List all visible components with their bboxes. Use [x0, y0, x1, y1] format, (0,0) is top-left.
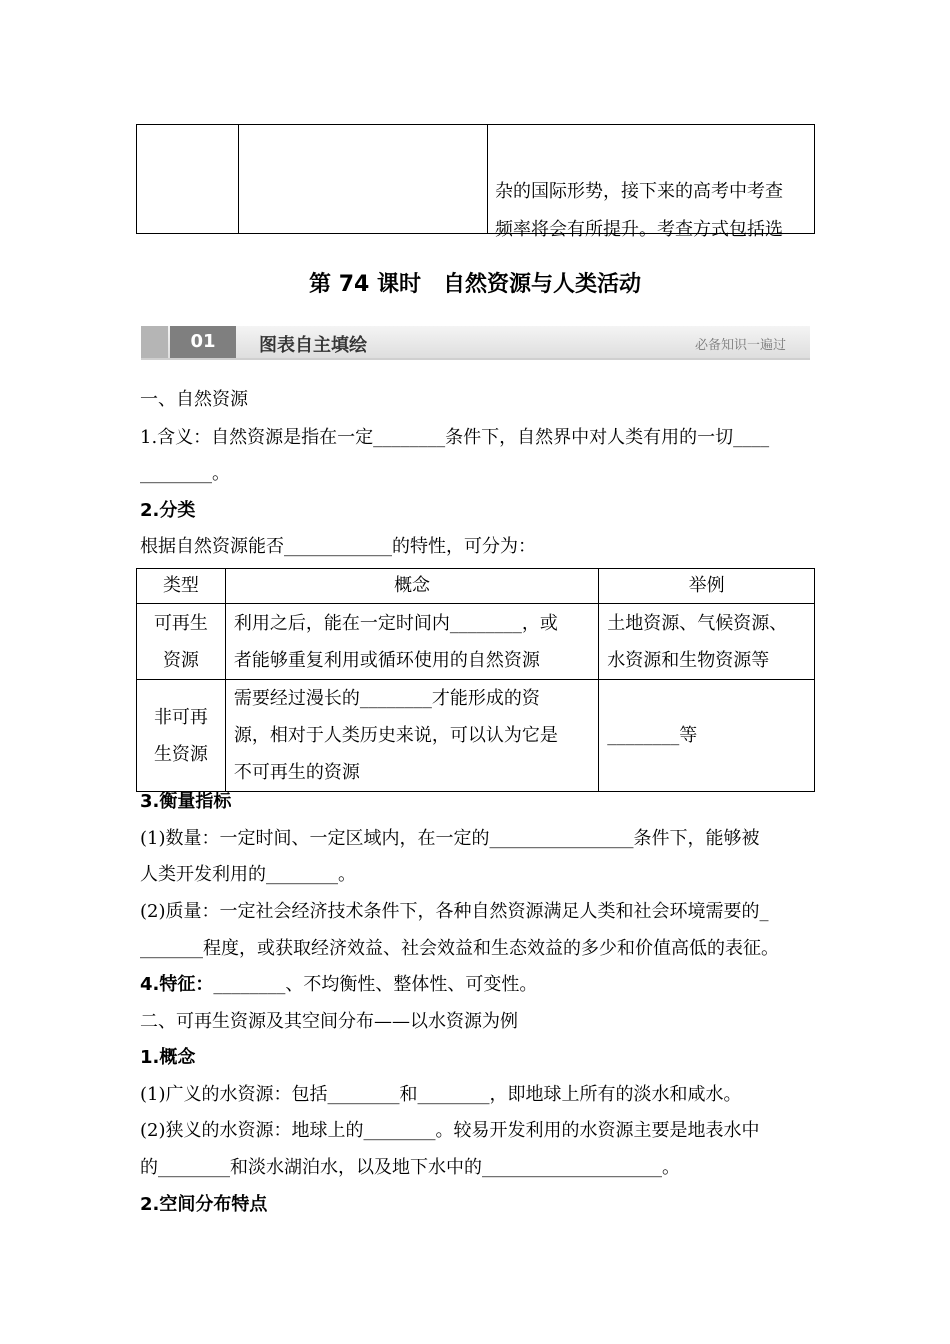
- feature-text: ________、不均衡性、整体性、可变性。: [213, 974, 538, 995]
- subheading: 3.衡量指标: [140, 791, 232, 812]
- concept-cell: 利用之后，能在一定时间内________，或 者能够重复利用或循环使用的自然资源: [225, 604, 598, 680]
- concept-cell: 需要经过漫长的________才能形成的资 源，相对于人类历史来说，可以认为它是 不可再生的资源: [225, 680, 598, 792]
- table-header-row: [137, 569, 815, 604]
- paragraph-line: (1)广义的水资源：包括________和________，即地球上所有的淡水和咸水。: [140, 1084, 742, 1105]
- section-title: 图表自主填绘: [259, 335, 367, 356]
- section-heading: 二、可再生资源及其空间分布——以水资源为例: [140, 1011, 518, 1032]
- subheading: 1.概念: [140, 1047, 196, 1068]
- subheading: 2.分类: [140, 500, 196, 521]
- type-cell: 可再生 资源: [137, 604, 226, 680]
- example-cell: ________等: [599, 680, 815, 792]
- table-header: 举例: [599, 569, 815, 604]
- subheading: 2.空间分布特点: [140, 1194, 268, 1215]
- table-divider: [487, 125, 488, 233]
- table-divider: [238, 125, 239, 233]
- continued-table: [136, 124, 815, 240]
- table-header: 类型: [137, 569, 226, 604]
- paragraph-line: (2)质量：一定社会经济技术条件下，各种自然资源满足人类和社会环境需要的_: [140, 901, 769, 922]
- paragraph-line: 根据自然资源能否____________的特性，可分为：: [140, 536, 536, 557]
- type-cell: 非可再 生资源: [137, 680, 226, 792]
- lesson-title: 第 74 课时 自然资源与人类活动: [309, 272, 641, 297]
- table-header: 概念: [225, 569, 598, 604]
- paragraph-line: 人类开发利用的________。: [140, 864, 356, 885]
- paragraph-line: (1)数量：一定时间、一定区域内，在一定的________________条件下，能够被: [140, 828, 760, 849]
- section-banner: [141, 326, 810, 360]
- table-row: [137, 680, 815, 792]
- paragraph-line: _______程度，或获取经济效益、社会效益和生态效益的多少和价值高低的表征。: [140, 938, 779, 959]
- table-cell-text: 频率将会有所提升。考查方式包括选: [495, 219, 783, 240]
- paragraph-line: 1.含义：自然资源是指在一定________条件下，自然界中对人类有用的一切____: [140, 427, 770, 448]
- paragraph-line: (2)狭义的水资源：地球上的________。较易开发利用的水资源主要是地表水中: [140, 1120, 760, 1141]
- table-row: [137, 604, 815, 680]
- example-cell: 土地资源、气候资源、 水资源和生物资源等: [599, 604, 815, 680]
- table-cell-text: 杂的国际形势，接下来的高考中考查: [495, 181, 783, 202]
- paragraph-line: ________。: [140, 463, 230, 484]
- section-number: 01: [170, 326, 236, 358]
- paragraph-line: [140, 973, 537, 997]
- classification-table: [136, 568, 815, 792]
- section-heading: 一、自然资源: [140, 389, 248, 410]
- section-subtitle: 必备知识一遍过: [694, 338, 786, 353]
- paragraph-line: 的________和淡水湖泊水，以及地下水中的____________________。: [140, 1157, 680, 1178]
- feature-label: 4.特征：: [140, 974, 214, 995]
